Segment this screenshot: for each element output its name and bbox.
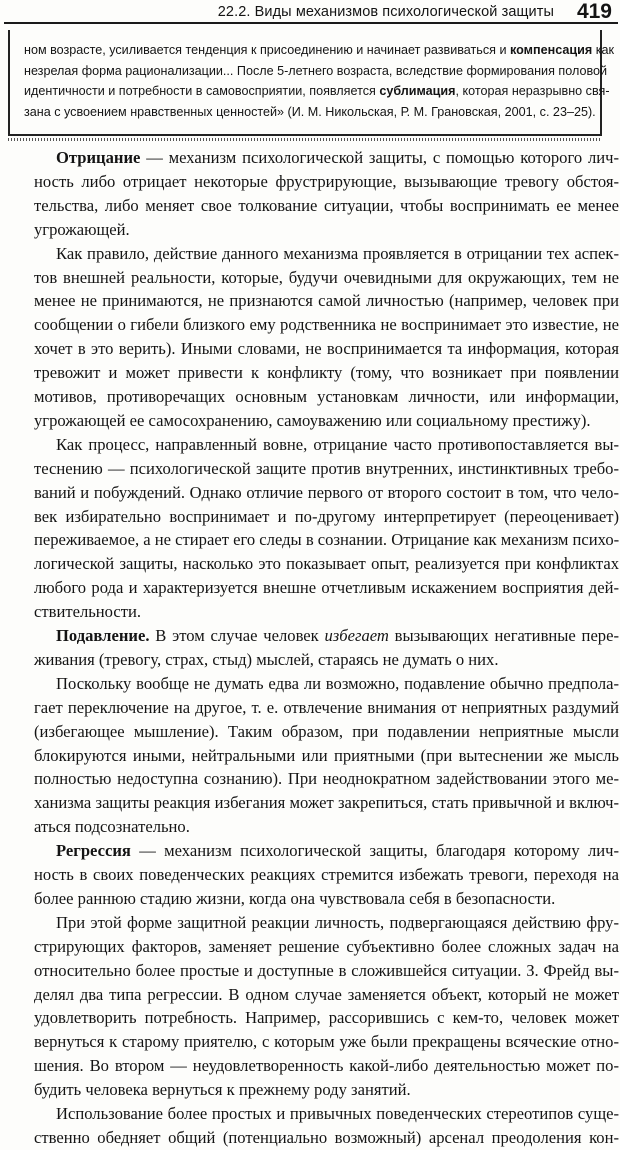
text-line [34,361,619,385]
text-line [34,313,619,337]
text-run: гает переключение на другое, т. е. отвлечение внимания от неприятных раздумий [34,697,619,717]
text-line [34,170,619,194]
text-run: аться подсознательно. [34,817,190,837]
text-line [34,1078,619,1102]
page-number: 419 [576,0,612,23]
text-line [34,1006,619,1030]
text-line [34,528,619,552]
text-line [56,624,619,648]
text-line [34,194,619,218]
text-run: хочет в это верить). Иными словами, не воспринимается та информация, которая [34,339,619,359]
text-run: сообщении о гибели близкого ему родственника не воспринимает это известие, не [34,315,619,335]
text-run: полностью недоступна сознанию). При неоднократном задействовании этого ме- [34,769,619,789]
text-line [34,863,619,887]
text-line [34,887,619,911]
emphasis-text: избегает [324,626,389,645]
bold-term: Регрессия [56,841,131,861]
text-run: стрирующих факторов, заменяет решение субъективно более сложных задач на [34,936,619,956]
text-run: блокируются иными, нейтральными или приятными (при вытеснении же мысль [34,745,619,765]
text-run: менее не принимаются, не признаются самой личностью (например, человек при [34,291,619,311]
text-run: ственно обедняет общий (потенциально возможный) арсенал преодоления кон- [34,1127,619,1147]
bold-term: Подавление. [56,626,150,645]
text-line [34,935,619,959]
text-run: Использование более простых и привычных поведенческих стереотипов суще- [56,1104,619,1123]
text-line [34,1126,619,1150]
text-line [56,911,619,935]
bold-term: компенсация [510,43,593,57]
text-line [56,672,619,696]
text-run: угрожающей ее самосохранению, самоуважению или социальному престижу). [34,410,591,430]
text-line [34,481,619,505]
text-run: живания (тревогу, страх, стыд) мыслей, стараясь не думать о них. [34,649,499,669]
text-line [34,337,619,361]
text-run: тревожит и может привести к конфликту (тому, что возникает при появлении [34,363,619,383]
text-run: — механизм психологической защиты, с помощью которого лич- [140,148,619,167]
text-run: вызывающих негативные пере- [388,626,619,645]
text-run: (избегающее мышление). Таким образом, при подавлении неприятные мысли [34,721,619,741]
text-run: ханизма защиты реакция избегания может закрепиться, стать привычной и включ- [34,793,619,813]
text-run: угрожающей. [34,219,130,239]
text-run: , которая неразрывно свя- [455,84,610,98]
text-line [34,720,619,744]
text-run: зана с усвоением нравственных ценностей» (И. М. Никольская, Р. М. Грановская, 2001, с. 23–25). [24,104,596,119]
text-line [56,146,619,170]
text-run: как [592,43,615,57]
text-line [34,648,619,672]
running-header [0,0,620,26]
text-run: ность в своих поведенческих реакциях стремится избежать тревоги, переходя на [34,865,619,884]
text-run: Как правило, действие данного механизма проявляется в отрицании тех аспек- [56,243,619,263]
text-line [34,815,619,839]
text-line [34,385,619,409]
text-line [56,433,619,457]
text-line [34,266,619,290]
text-line [56,242,619,266]
text-line [34,289,619,313]
text-line [34,552,619,576]
text-run: более раннюю стадию жизни, когда она чувствовала себя в безопасности. [34,888,556,908]
text-run: тельства, либо меняет свое толкование ситуации, чтобы воспринимать ее менее [34,195,619,215]
quote-line [24,81,610,101]
text-run: ном возрасте, усиливается тенденция к присоединению и начинает развиваться и [24,43,511,57]
text-line [34,1054,619,1078]
text-run: логической защиты, насколько это показывает опыт, реализуется при конфликтах [34,554,619,574]
section-title: 22.2. Виды механизмов психологической защиты [217,4,554,20]
quote-line [24,40,615,60]
text-line [34,696,619,720]
text-run: — механизм психологической защиты, благодаря которому лич- [130,841,619,861]
text-run: век избирательно воспринимает и по-другому интерпретирует (переоценивает) [34,506,619,526]
text-run: При этой форме защитной реакции личность, подвергающаяся действию фру- [56,912,619,932]
text-line [34,744,619,768]
text-line [56,839,619,863]
text-run: шения. Во втором — неудовлетворенность какой-либо деятельностью может по- [34,1056,619,1076]
text-run: ваний и побуждений. Однако отличие первого от второго состоит в том, что чело- [34,482,619,502]
quote-line [24,61,608,81]
text-run: переживаемое, а не стирает его следы в сознании. Отрицание как механизм психо- [34,530,620,550]
text-run: В этом случае человек [149,626,325,645]
text-run: относительно более простые и доступные в сложившейся ситуации. З. Фрейд вы- [34,960,619,980]
text-run: теснению — психологической защите против внутренних, инстинктивных требо- [34,458,619,478]
text-run: Как процесс, направленный вовне, отрицание часто противопоставляется вы- [56,434,619,454]
text-line [34,218,619,242]
text-line [34,600,619,624]
text-run: тов внешней реальности, которые, будучи очевидными для окружающих, тем не [34,267,619,287]
text-run: ствительности. [34,602,142,622]
quote-line [24,102,596,122]
text-line [34,791,619,815]
text-line [34,576,619,600]
quote-box [8,30,615,136]
text-line [56,1102,619,1126]
text-run: будить человека вернуться к прежнему роду занятий. [34,1080,411,1100]
text-run: идентичности и потребности в самовосприятии, появляется [24,84,380,98]
header-rule [4,22,618,24]
bold-term: Отрицание [56,148,141,167]
text-run: незрелая форма рационализации... После 5-летнего возраста, вследствие формирования половой [24,63,608,78]
text-line [34,1030,619,1054]
text-line [34,983,619,1007]
text-line [34,409,619,433]
text-run: удовлетворить потребность. Например, рассорившись с кем-то, человек может [34,1008,619,1028]
text-line [34,767,619,791]
text-run: делял два типа регрессии. В одном случае заменяется объект, который не может [34,984,619,1004]
text-run: вернуться к старому приятелю, с которым уже были прекращены всяческие отно- [34,1032,619,1052]
text-line [34,457,619,481]
text-line [34,505,619,529]
text-run: любого рода и характеризуется внешне отчетливым искажением восприятия дей- [34,578,619,598]
text-run: Поскольку вообще не думать едва ли возможно, подавление обычно предпола- [56,673,619,693]
text-run: ность либо отрицает некоторые фрустрирующие, вызывающие тревогу обстоя- [34,171,619,191]
bold-term: сублимация [379,84,456,98]
text-run: мотивов, противоречащих основным установкам личности, или информации, [34,387,619,406]
